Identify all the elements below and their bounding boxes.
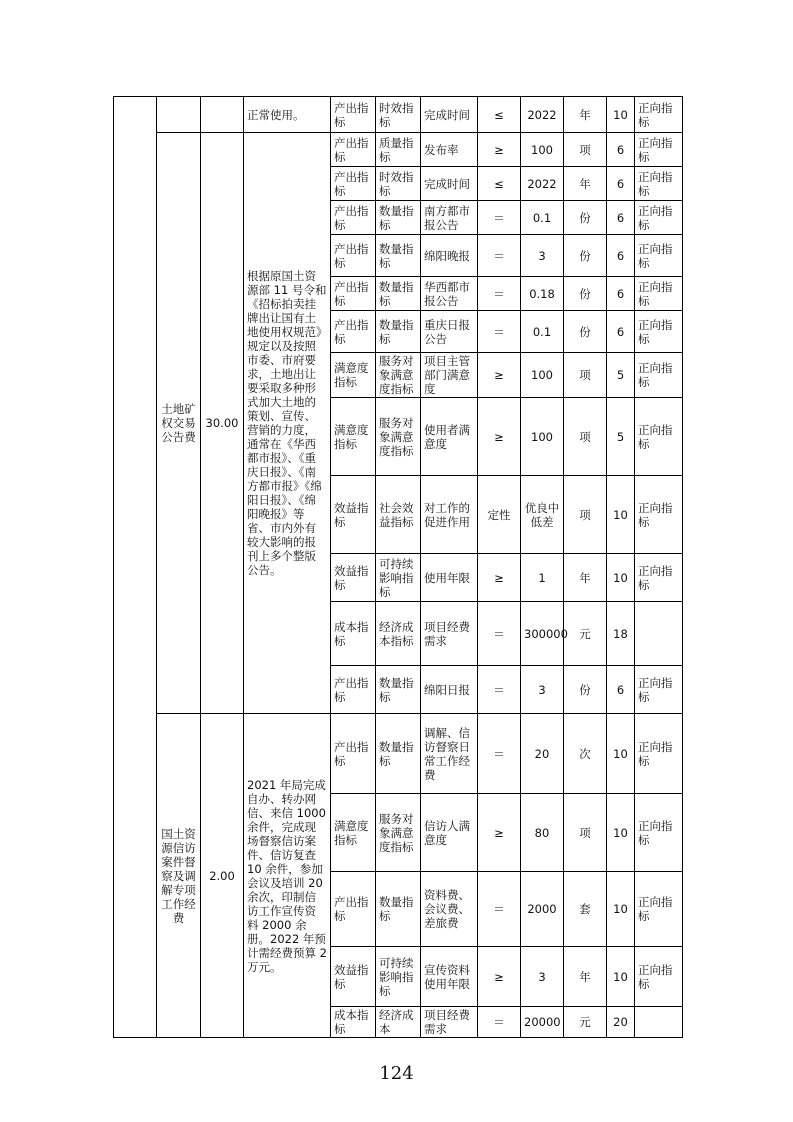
unit-cell: 元 — [564, 1007, 607, 1038]
direction-cell: 正向指标 — [635, 554, 683, 602]
weight-cell: 6 — [607, 311, 635, 353]
indicator-name-cell: 信访人满意度 — [421, 794, 478, 872]
weight-cell: 10 — [607, 554, 635, 602]
indicator-level2-cell: 经济成本 — [376, 1007, 421, 1038]
unit-cell: 项 — [564, 794, 607, 872]
indicator-level2-cell: 社会效益指标 — [376, 476, 421, 554]
weight-cell: 20 — [607, 1007, 635, 1038]
target-value-cell: 100 — [521, 133, 564, 167]
weight-cell: 10 — [607, 714, 635, 794]
indicator-name-cell: 完成时间 — [421, 167, 478, 201]
operator-cell: ＝ — [478, 235, 521, 277]
indicator-level1-cell: 效益指标 — [331, 947, 376, 1007]
indicator-level1-cell: 产出指标 — [331, 201, 376, 235]
project-name-cell — [157, 97, 201, 133]
direction-cell: 正向指标 — [635, 666, 683, 714]
unit-cell: 项 — [564, 353, 607, 398]
weight-cell: 6 — [607, 167, 635, 201]
direction-cell — [635, 1007, 683, 1038]
indicator-level2-cell: 可持续影响指标 — [376, 947, 421, 1007]
target-value-cell: 2022 — [521, 167, 564, 201]
operator-cell: ＝ — [478, 714, 521, 794]
weight-cell: 10 — [607, 476, 635, 554]
operator-cell: ≥ — [478, 353, 521, 398]
target-value-cell: 2000 — [521, 872, 564, 947]
target-value-cell: 20000 — [521, 1007, 564, 1038]
weight-cell: 6 — [607, 201, 635, 235]
operator-cell: ≥ — [478, 398, 521, 476]
weight-cell: 6 — [607, 277, 635, 311]
target-value-cell: 20 — [521, 714, 564, 794]
project-name-cell: 国土资源信访案件督察及调解专项工作经费 — [157, 714, 201, 1038]
weight-cell: 10 — [607, 97, 635, 133]
indicator-name-cell: 项目经费需求 — [421, 602, 478, 666]
indicator-level2-cell: 数量指标 — [376, 235, 421, 277]
unit-cell: 项 — [564, 133, 607, 167]
indicator-level1-cell: 满意度指标 — [331, 353, 376, 398]
indicator-name-cell: 对工作的促进作用 — [421, 476, 478, 554]
indicator-name-cell: 资料费、会议费、差旅费 — [421, 872, 478, 947]
target-value-cell: 100 — [521, 353, 564, 398]
performance-table — [113, 96, 683, 1038]
indicator-level2-cell: 时效指标 — [376, 97, 421, 133]
target-value-cell: 0.1 — [521, 311, 564, 353]
unit-cell: 次 — [564, 714, 607, 794]
page-number: 124 — [379, 1063, 414, 1084]
indicator-level2-cell: 时效指标 — [376, 167, 421, 201]
weight-cell: 10 — [607, 794, 635, 872]
indicator-name-cell: 项目主管部门满意度 — [421, 353, 478, 398]
indicator-name-cell: 南方都市报公告 — [421, 201, 478, 235]
amount-cell: 2.00 — [201, 714, 244, 1038]
unit-cell: 套 — [564, 872, 607, 947]
target-value-cell: 300000 — [521, 602, 564, 666]
direction-cell: 正向指标 — [635, 235, 683, 277]
indicator-name-cell: 使用者满意度 — [421, 398, 478, 476]
indicator-level2-cell: 数量指标 — [376, 666, 421, 714]
target-value-cell: 1 — [521, 554, 564, 602]
indicator-level1-cell: 产出指标 — [331, 872, 376, 947]
target-value-cell: 3 — [521, 235, 564, 277]
target-value-cell: 80 — [521, 794, 564, 872]
target-value-cell: 100 — [521, 398, 564, 476]
unit-cell: 份 — [564, 235, 607, 277]
indicator-name-cell: 发布率 — [421, 133, 478, 167]
indicator-name-cell: 使用年限 — [421, 554, 478, 602]
weight-cell: 6 — [607, 666, 635, 714]
indicator-level2-cell: 服务对象满意度指标 — [376, 794, 421, 872]
direction-cell: 正向指标 — [635, 277, 683, 311]
unit-cell: 份 — [564, 277, 607, 311]
indicator-name-cell: 绵阳晚报 — [421, 235, 478, 277]
unit-cell: 元 — [564, 602, 607, 666]
indicator-level1-cell: 成本指标 — [331, 1007, 376, 1038]
indicator-level1-cell: 效益指标 — [331, 476, 376, 554]
indicator-name-cell: 宣传资料使用年限 — [421, 947, 478, 1007]
unit-cell: 项 — [564, 476, 607, 554]
unit-cell: 年 — [564, 554, 607, 602]
unit-cell: 年 — [564, 97, 607, 133]
indicator-level2-cell: 数量指标 — [376, 311, 421, 353]
indicator-level2-cell: 质量指标 — [376, 133, 421, 167]
operator-cell: ≤ — [478, 97, 521, 133]
indicator-level2-cell: 可持续影响指标 — [376, 554, 421, 602]
weight-cell: 18 — [607, 602, 635, 666]
direction-cell: 正向指标 — [635, 872, 683, 947]
direction-cell: 正向指标 — [635, 714, 683, 794]
indicator-level2-cell: 数量指标 — [376, 714, 421, 794]
target-value-cell: 3 — [521, 666, 564, 714]
target-value-cell: 0.18 — [521, 277, 564, 311]
target-value-cell: 2022 — [521, 97, 564, 133]
amount-cell: 30.00 — [201, 133, 244, 714]
operator-cell: 定性 — [478, 476, 521, 554]
indicator-level1-cell: 产出指标 — [331, 97, 376, 133]
direction-cell: 正向指标 — [635, 201, 683, 235]
direction-cell — [635, 602, 683, 666]
direction-cell: 正向指标 — [635, 97, 683, 133]
target-value-cell: 0.1 — [521, 201, 564, 235]
indicator-name-cell: 完成时间 — [421, 97, 478, 133]
operator-cell: ≥ — [478, 947, 521, 1007]
direction-cell: 正向指标 — [635, 353, 683, 398]
project-description-cell: 正常使用。 — [244, 97, 331, 133]
table-body — [114, 97, 683, 1038]
indicator-level1-cell: 产出指标 — [331, 311, 376, 353]
operator-cell: ＝ — [478, 277, 521, 311]
operator-cell: ＝ — [478, 602, 521, 666]
direction-cell: 正向指标 — [635, 167, 683, 201]
direction-cell: 正向指标 — [635, 476, 683, 554]
operator-cell: ≤ — [478, 167, 521, 201]
indicator-level1-cell: 产出指标 — [331, 666, 376, 714]
indicator-level1-cell: 满意度指标 — [331, 794, 376, 872]
unit-cell: 年 — [564, 947, 607, 1007]
operator-cell: ≥ — [478, 554, 521, 602]
table-row — [114, 97, 683, 133]
project-name-cell: 土地矿权交易公告费 — [157, 133, 201, 714]
blank-cell — [114, 97, 157, 1038]
direction-cell: 正向指标 — [635, 947, 683, 1007]
indicator-level1-cell: 效益指标 — [331, 554, 376, 602]
weight-cell: 10 — [607, 872, 635, 947]
indicator-level2-cell: 数量指标 — [376, 201, 421, 235]
indicator-level1-cell: 产出指标 — [331, 167, 376, 201]
indicator-level2-cell: 数量指标 — [376, 277, 421, 311]
indicator-level1-cell: 产出指标 — [331, 277, 376, 311]
indicator-level2-cell: 数量指标 — [376, 872, 421, 947]
unit-cell: 份 — [564, 201, 607, 235]
table-row — [114, 133, 683, 167]
unit-cell: 项 — [564, 398, 607, 476]
indicator-level1-cell: 产出指标 — [331, 133, 376, 167]
direction-cell: 正向指标 — [635, 398, 683, 476]
direction-cell: 正向指标 — [635, 311, 683, 353]
operator-cell: ≥ — [478, 133, 521, 167]
indicator-name-cell: 华西都市报公告 — [421, 277, 478, 311]
indicator-level1-cell: 满意度指标 — [331, 398, 376, 476]
indicator-level2-cell: 经济成本指标 — [376, 602, 421, 666]
operator-cell: ＝ — [478, 666, 521, 714]
indicator-level2-cell: 服务对象满意度指标 — [376, 398, 421, 476]
target-value-cell: 优良中低差 — [521, 476, 564, 554]
operator-cell: ＝ — [478, 201, 521, 235]
target-value-cell: 3 — [521, 947, 564, 1007]
direction-cell: 正向指标 — [635, 133, 683, 167]
weight-cell: 6 — [607, 133, 635, 167]
weight-cell: 6 — [607, 235, 635, 277]
unit-cell: 年 — [564, 167, 607, 201]
unit-cell: 份 — [564, 666, 607, 714]
project-description-cell: 根据原国土资源部 11 号令和《招标拍卖挂牌出让国有土地使用权规范》规定以及按照市委、市府要求，土地出让要采取多种形式加大土地的策划、宣传、营销的力度，通常在《华西都市报》、《重庆日报》、《南方都市报》《绵阳日报》、《绵阳晚报》等省、市内外有较大影响的报刊上多个整版公告。 — [244, 133, 331, 714]
indicator-name-cell: 重庆日报公告 — [421, 311, 478, 353]
operator-cell: ＝ — [478, 872, 521, 947]
table-row — [114, 714, 683, 794]
indicator-name-cell: 项目经费需求 — [421, 1007, 478, 1038]
indicator-level1-cell: 产出指标 — [331, 714, 376, 794]
indicator-level1-cell: 产出指标 — [331, 235, 376, 277]
indicator-name-cell: 绵阳日报 — [421, 666, 478, 714]
weight-cell: 5 — [607, 353, 635, 398]
unit-cell: 份 — [564, 311, 607, 353]
indicator-level2-cell: 服务对象满意度指标 — [376, 353, 421, 398]
operator-cell: ＝ — [478, 311, 521, 353]
project-description-cell: 2021 年局完成自办、转办网信、来信 1000 余件，完成现场督察信访案件、信访复查 10 余件，参加会议及培训 20 余次，印制信访工作宣传资料 2000 余册。2022 年预计需经费预算 2 万元。 — [244, 714, 331, 1038]
amount-cell — [201, 97, 244, 133]
weight-cell: 10 — [607, 947, 635, 1007]
direction-cell: 正向指标 — [635, 794, 683, 872]
indicator-level1-cell: 成本指标 — [331, 602, 376, 666]
operator-cell: ≥ — [478, 794, 521, 872]
operator-cell: ＝ — [478, 1007, 521, 1038]
weight-cell: 5 — [607, 398, 635, 476]
indicator-name-cell: 调解、信访督察日常工作经费 — [421, 714, 478, 794]
